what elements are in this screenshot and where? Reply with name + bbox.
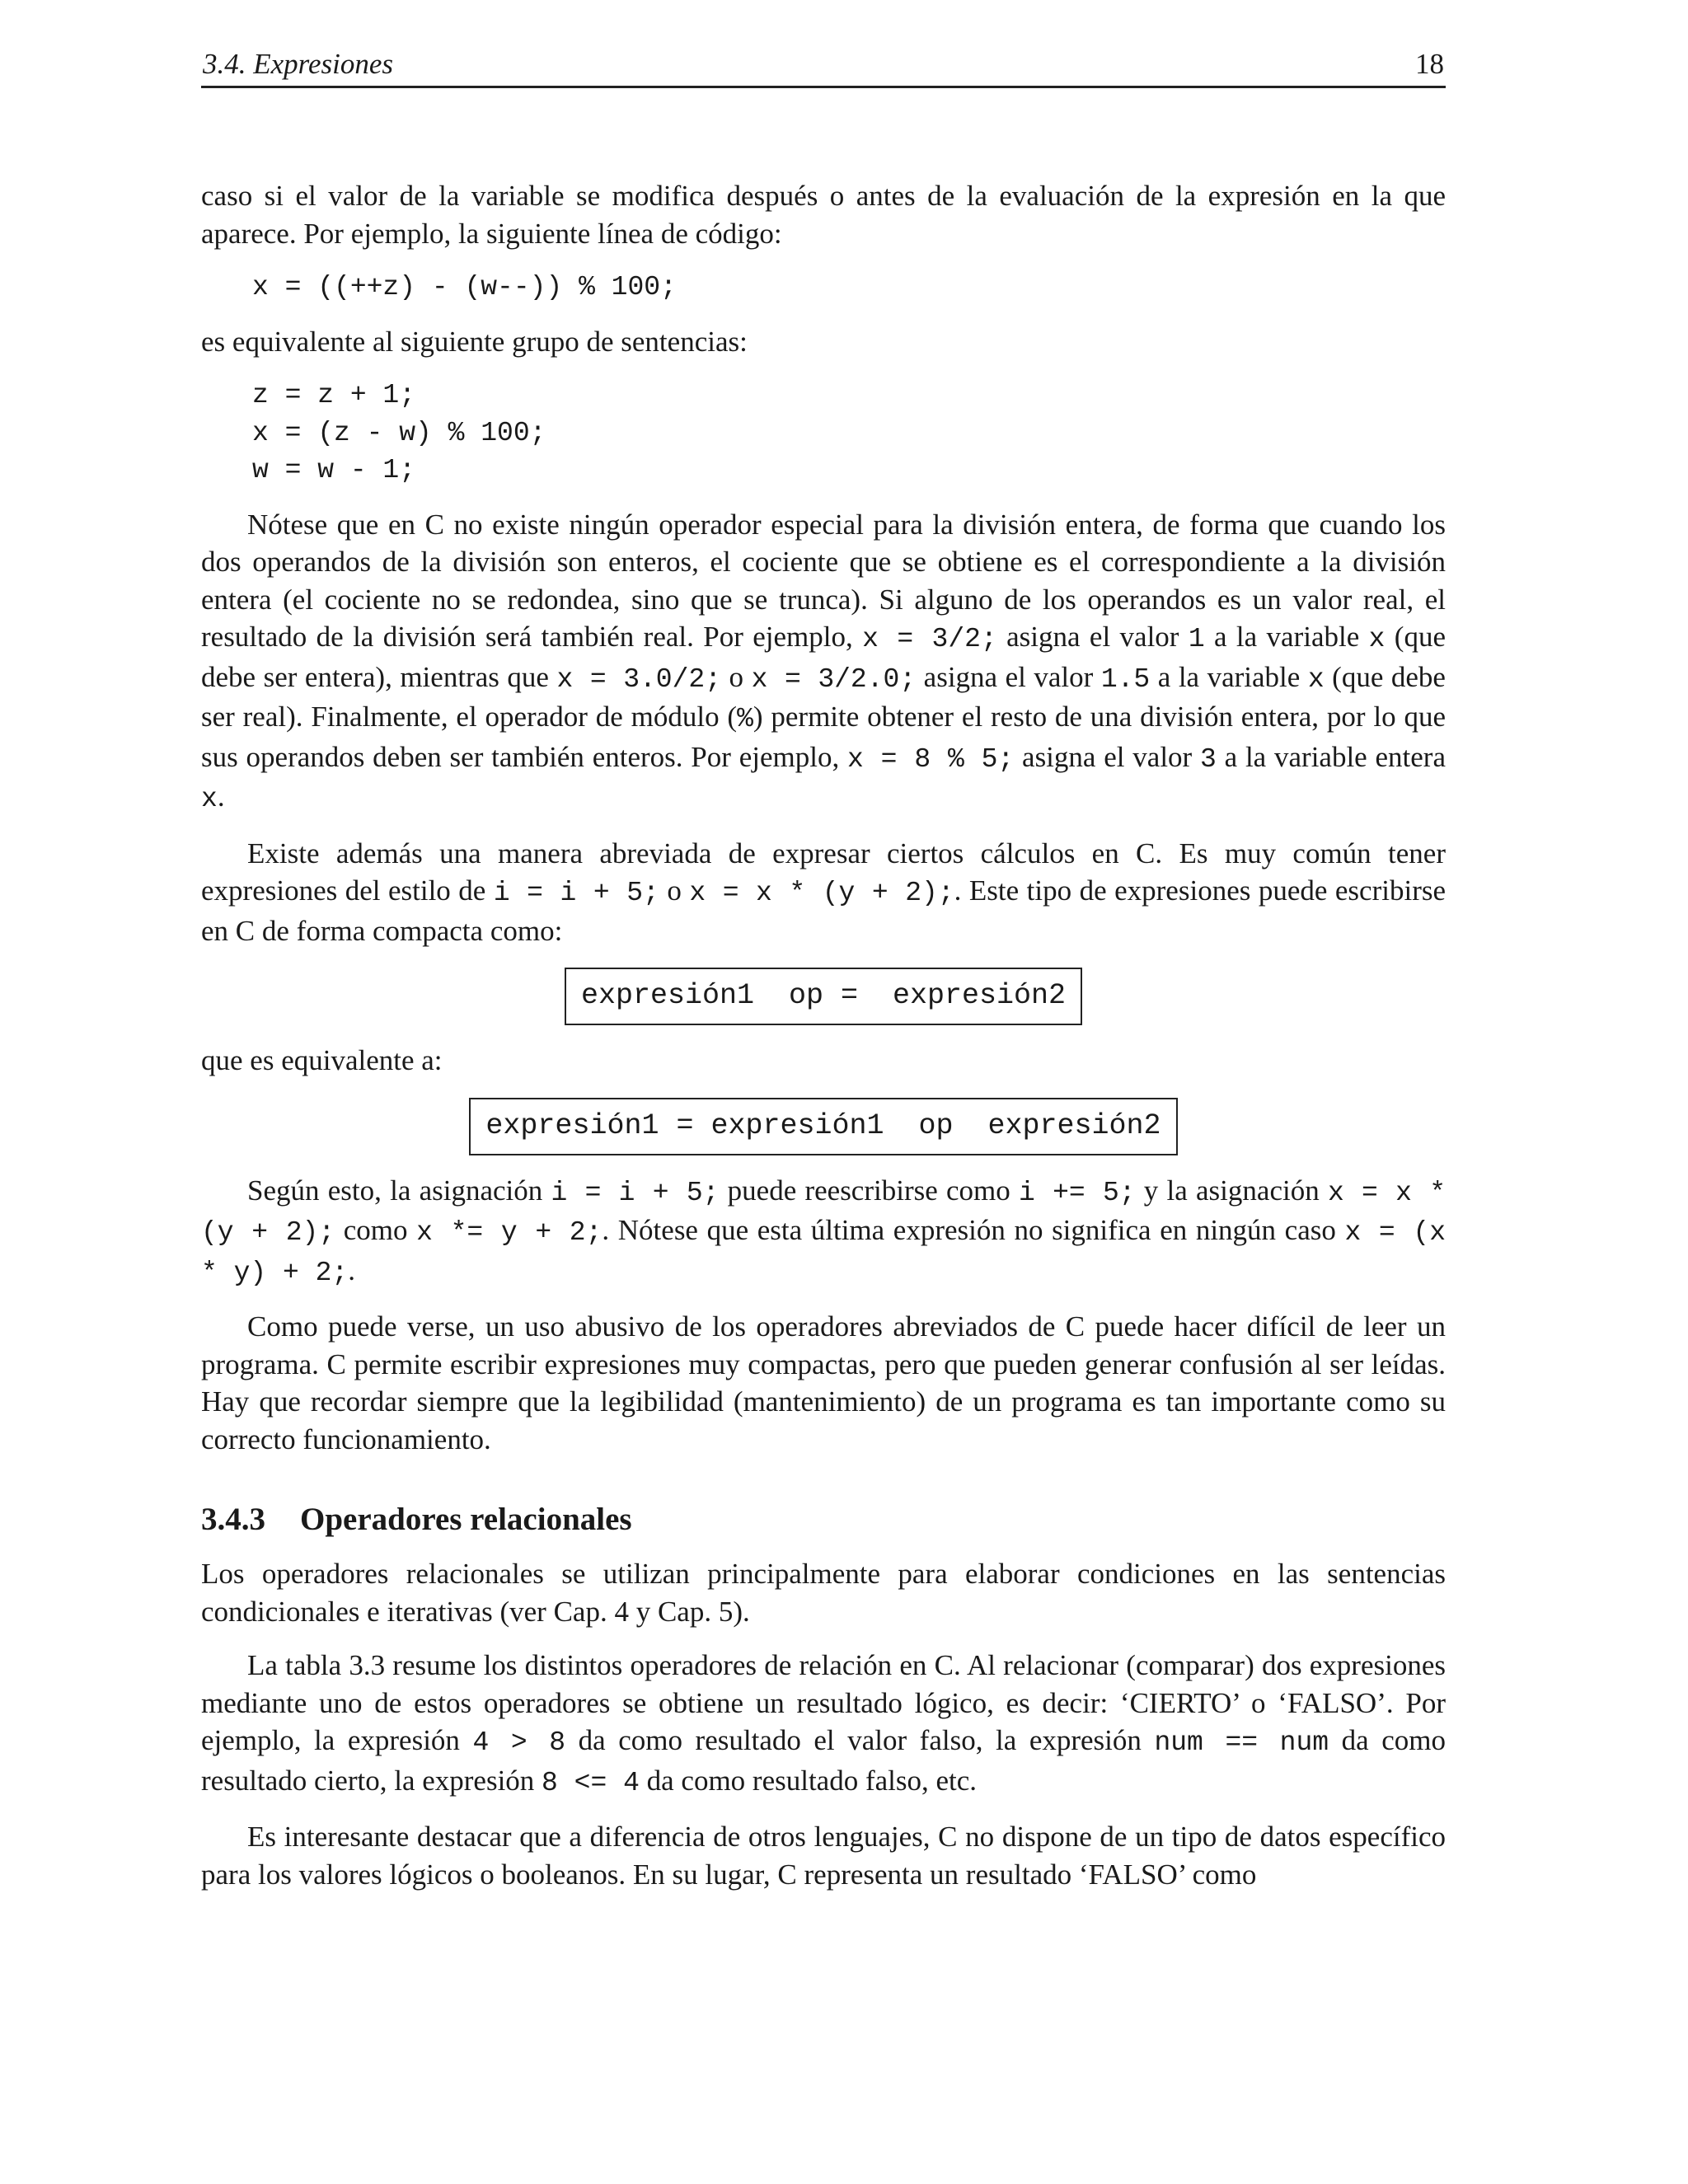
inline-code: x (1368, 624, 1386, 654)
code-block: x = ((++z) - (w--)) % 100; (252, 272, 677, 302)
inline-code: x = 8 % 5; (847, 743, 1015, 775)
inline-code: x = 3/2.0; (751, 663, 917, 695)
inline-code: num == num (1154, 1727, 1329, 1758)
paragraph: Existe además una manera abreviada de expresar ciertos cálculos en C. Es muy común tener expresiones del estilo de i = i + 5; o x = x * (y + 2);. Este tipo de expresiones puede escribirse en C de forma compacta como: (201, 837, 1447, 947)
paragraph: Los operadores relacionales se utilizan principalmente para elaborar condiciones en las sentencias condicionales e iterativas (ver Cap. 4 y Cap. 5). (201, 1558, 1446, 1628)
inline-code: x = 3/2; (862, 624, 997, 654)
inline-code: x = 3.0/2; (556, 663, 722, 695)
paragraph: La tabla 3.3 resume los distintos operadores de relación en C. Al relacionar (comparar) dos expresiones mediante uno de estos operadores se obtiene un resultado lógico, es decir: ‘CIERTO’ o ‘FALSO’. Por ejemplo, la expresión 4 > 8 da como resultado el valor falso, la expresión num == num da como resultado cierto, la expresión 8 <= 4 da como resultado falso, etc. (201, 1649, 1446, 1798)
inline-code: 3 (1200, 743, 1217, 775)
subsection-number: 3.4.3 (201, 1502, 265, 1537)
running-header (201, 45, 1446, 88)
inline-code: 1 (1188, 624, 1205, 654)
subsection-title: Operadores relacionales (300, 1502, 632, 1537)
paragraph: Como puede verse, un uso abusivo de los operadores abreviados de C puede hacer difícil de leer un programa. C permite escribir expresiones muy compactas, pero que pueden generar confusión al ser leídas. Hay que recordar siempre que la legibilidad (mantenimiento) de un programa es tan importante como su correcto funcionamiento. (201, 1310, 1446, 1455)
inline-code: x *= y + 2; (416, 1217, 603, 1248)
paragraph: es equivalente al siguiente grupo de sentencias: (201, 325, 748, 358)
inline-code: x (1307, 663, 1325, 695)
inline-code: 4 > 8 (472, 1727, 566, 1758)
subsection-heading (201, 1499, 1446, 1540)
inline-code: 8 <= 4 (542, 1767, 640, 1798)
boxed-formula: expresión1 op = expresión2 (565, 968, 1082, 1025)
inline-code: % (737, 704, 753, 734)
page-number: 18 (1415, 48, 1444, 80)
inline-code: i = i + 5; (551, 1177, 720, 1208)
inline-code: i += 5; (1018, 1177, 1136, 1208)
inline-code: 1.5 (1100, 663, 1151, 695)
boxed-formula-wrap (201, 1098, 1446, 1155)
paragraph: Nótese que en C no existe ningún operador especial para la división entera, de forma que cuando los dos operandos de la división son enteros, el cociente que se obtiene es el correspondiente a la división entera (el cociente no se redondea, sino que se trunca). Si alguno de los operandos es un valor real, el resultado de la división será también real. Por ejemplo, x = 3/2; asigna el valor 1 a la variable x (que debe ser entera), mientras que x = 3.0/2; o x = 3/2.0; asigna el valor 1.5 a la variable x (que debe ser real). Finalmente, el operador de módulo (%) permite obtener el resto de una división entera, por lo que sus operandos deben ser también enteros. Por ejemplo, x = 8 % 5; asigna el valor 3 a la variable entera x. (201, 508, 1446, 814)
inline-code: i = i + 5; (493, 878, 659, 908)
inline-code: x = (x * y) + 2; (201, 1217, 1447, 1288)
paragraph: caso si el valor de la variable se modifica después o antes de la evaluación de la expresión en la que aparece. Por ejemplo, la siguiente línea de código: (201, 180, 1446, 250)
boxed-formula-wrap (201, 968, 1446, 1025)
code-block: z = z + 1; x = (z - w) % 100; w = w - 1; (252, 380, 546, 485)
document-page (201, 45, 1446, 1893)
paragraph: Según esto, la asignación i = i + 5; puede reescribirse como i += 5; y la asignación x = x * (y + 2); como x *= y + 2;. Nótese que esta última expresión no significa en ningún caso x = (x * y) + 2;. (201, 1174, 1447, 1288)
body-text (201, 177, 1446, 1893)
section-title: 3.4. Expresiones (203, 48, 394, 80)
boxed-formula: expresión1 = expresión1 op expresión2 (469, 1098, 1177, 1155)
inline-code: x (201, 784, 218, 814)
paragraph: Es interesante destacar que a diferencia de otros lenguajes, C no dispone de un tipo de datos específico para los valores lógicos o booleanos. En su lugar, C representa un resultado ‘FALSO’ como (201, 1821, 1446, 1891)
inline-code: x = x * (y + 2); (689, 878, 954, 908)
inline-code: x = x * (y + 2); (201, 1177, 1446, 1248)
paragraph: que es equivalente a: (201, 1044, 443, 1076)
